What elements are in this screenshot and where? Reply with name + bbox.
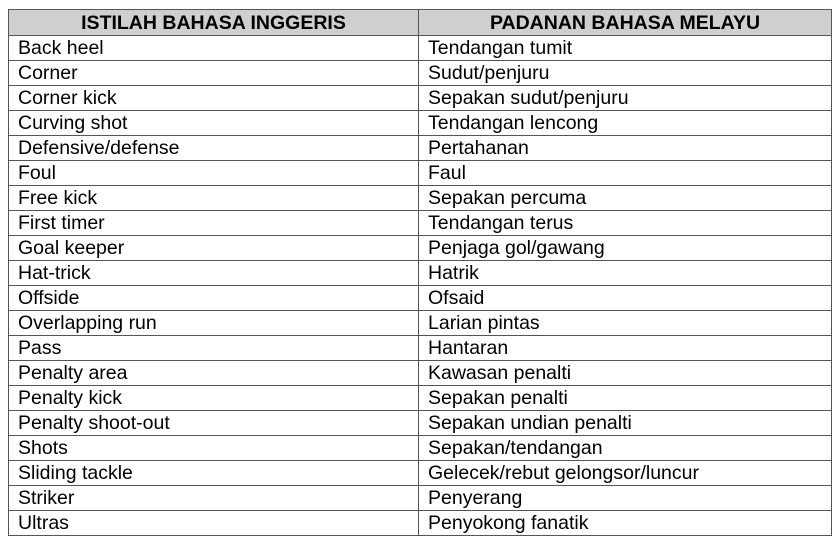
table-row <box>9 436 832 461</box>
english-term-cell: First timer <box>9 211 419 236</box>
english-term-cell: Foul <box>9 161 419 186</box>
table-row <box>9 286 832 311</box>
table-row <box>9 36 832 61</box>
english-term-cell: Penalty shoot-out <box>9 411 419 436</box>
malay-equivalent-cell: Hantaran <box>419 336 832 361</box>
english-term-cell: Sliding tackle <box>9 461 419 486</box>
malay-equivalent-cell: Sepakan undian penalti <box>419 411 832 436</box>
malay-equivalent-cell: Gelecek/rebut gelongsor/luncur <box>419 461 832 486</box>
header-english-term: ISTILAH BAHASA INGGERIS <box>9 10 419 36</box>
table-row <box>9 386 832 411</box>
english-term-cell: Penalty area <box>9 361 419 386</box>
malay-equivalent-cell: Sudut/penjuru <box>419 61 832 86</box>
table-row <box>9 211 832 236</box>
english-term-cell: Defensive/defense <box>9 136 419 161</box>
table-row <box>9 261 832 286</box>
malay-equivalent-cell: Larian pintas <box>419 311 832 336</box>
malay-equivalent-cell: Tendangan lencong <box>419 111 832 136</box>
table-row <box>9 236 832 261</box>
table-row <box>9 486 832 511</box>
malay-equivalent-cell: Sepakan penalti <box>419 386 832 411</box>
header-row <box>9 10 832 36</box>
english-term-cell: Corner kick <box>9 86 419 111</box>
english-term-cell: Striker <box>9 486 419 511</box>
malay-equivalent-cell: Sepakan sudut/penjuru <box>419 86 832 111</box>
english-term-cell: Overlapping run <box>9 311 419 336</box>
malay-equivalent-cell: Tendangan tumit <box>419 36 832 61</box>
table-row <box>9 186 832 211</box>
table-row <box>9 86 832 111</box>
english-term-cell: Shots <box>9 436 419 461</box>
table-row <box>9 111 832 136</box>
malay-equivalent-cell: Sepakan/tendangan <box>419 436 832 461</box>
english-term-cell: Goal keeper <box>9 236 419 261</box>
malay-equivalent-cell: Ofsaid <box>419 286 832 311</box>
table-body <box>9 36 832 536</box>
english-term-cell: Curving shot <box>9 111 419 136</box>
malay-equivalent-cell: Tendangan terus <box>419 211 832 236</box>
malay-equivalent-cell: Penjaga gol/gawang <box>419 236 832 261</box>
malay-equivalent-cell: Faul <box>419 161 832 186</box>
table-row <box>9 411 832 436</box>
malay-equivalent-cell: Kawasan penalti <box>419 361 832 386</box>
english-term-cell: Offside <box>9 286 419 311</box>
english-term-cell: Corner <box>9 61 419 86</box>
malay-equivalent-cell: Hatrik <box>419 261 832 286</box>
table-row <box>9 311 832 336</box>
english-term-cell: Penalty kick <box>9 386 419 411</box>
malay-equivalent-cell: Penyokong fanatik <box>419 511 832 536</box>
header-malay-equivalent: PADANAN BAHASA MELAYU <box>419 10 832 36</box>
english-term-cell: Hat-trick <box>9 261 419 286</box>
table-row <box>9 511 832 536</box>
english-term-cell: Pass <box>9 336 419 361</box>
table-row <box>9 136 832 161</box>
terminology-table <box>8 9 832 536</box>
table-row <box>9 161 832 186</box>
english-term-cell: Back heel <box>9 36 419 61</box>
table-row <box>9 461 832 486</box>
malay-equivalent-cell: Sepakan percuma <box>419 186 832 211</box>
table-row <box>9 361 832 386</box>
table-row <box>9 336 832 361</box>
english-term-cell: Free kick <box>9 186 419 211</box>
table-row <box>9 61 832 86</box>
malay-equivalent-cell: Penyerang <box>419 486 832 511</box>
english-term-cell: Ultras <box>9 511 419 536</box>
malay-equivalent-cell: Pertahanan <box>419 136 832 161</box>
